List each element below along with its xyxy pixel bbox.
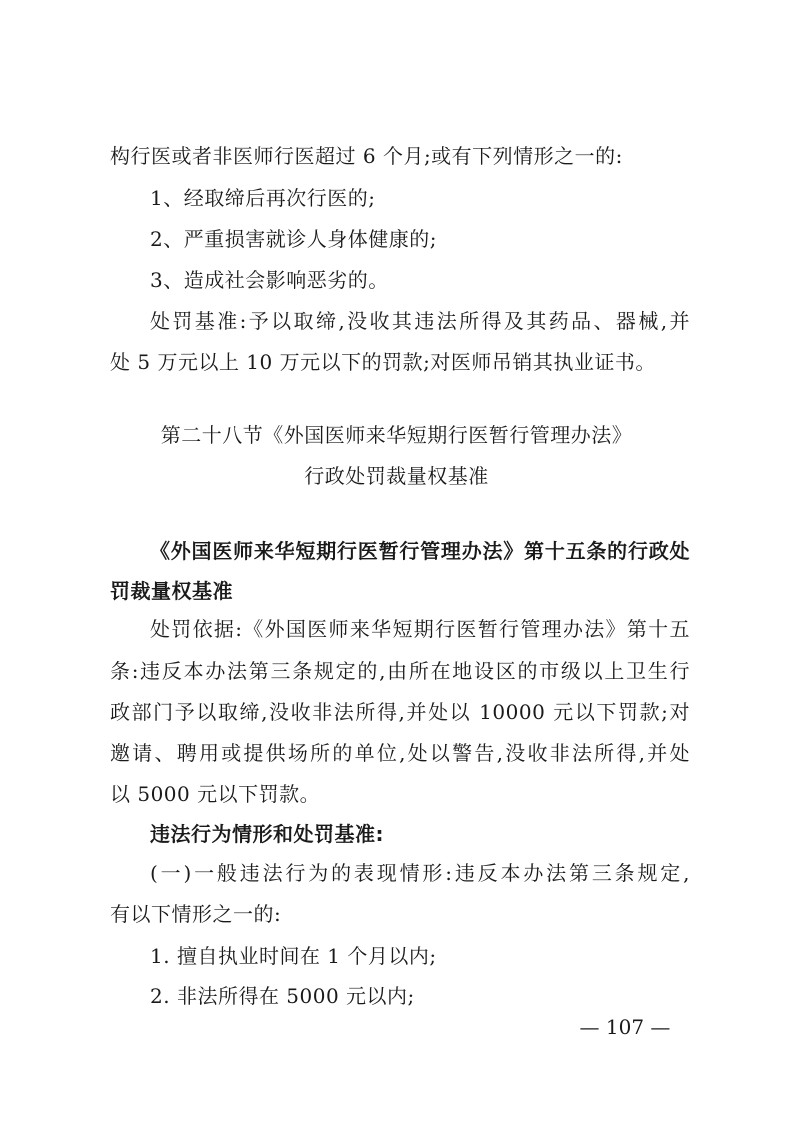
penalty-basis-line: 邀请、聘用或提供场所的单位,处以警告,没收非法所得,并处 [110,741,690,765]
list-item: 2、严重损害就诊人身体健康的; [150,227,437,251]
page-number: — 107 — [579,1015,671,1039]
general-case-line: 有以下情形之一的: [110,902,282,926]
list-item: 2. 非法所得在 5000 元以内; [150,984,415,1008]
list-item: 1. 擅自执业时间在 1 个月以内; [150,944,437,968]
section-subtitle: 行政处罚裁量权基准 [304,464,489,488]
article-heading: 罚裁量权基准 [110,579,233,603]
penalty-standard-line: 处罚基准:予以取缔,没收其违法所得及其药品、器械,并 [150,309,690,333]
subheading: 违法行为情形和处罚基准: [150,822,384,846]
penalty-basis-line: 条:违反本办法第三条规定的,由所在地设区的市级以上卫生行 [110,659,690,683]
penalty-basis-line: 处罚依据:《外国医师来华短期行医暂行管理办法》第十五 [150,617,690,641]
list-item: 3、造成社会影响恶劣的。 [150,268,389,292]
list-item: 1、经取缔后再次行医的; [150,186,376,210]
penalty-standard-line: 处 5 万元以上 10 万元以下的罚款;对医师吊销其执业证书。 [110,350,656,374]
general-case-line: (一)一般违法行为的表现情形:违反本办法第三条规定, [150,861,690,885]
section-title: 第二十八节《外国医师来华短期行医暂行管理办法》 [160,423,633,447]
penalty-basis-line: 政部门予以取缔,没收非法所得,并处以 10000 元以下罚款;对 [110,700,690,724]
article-heading: 《外国医师来华短期行医暂行管理办法》第十五条的行政处 [150,539,690,563]
penalty-basis-line: 以 5000 元以下罚款。 [110,782,321,806]
text-line: 构行医或者非医师行医超过 6 个月;或有下列情形之一的: [110,144,623,168]
